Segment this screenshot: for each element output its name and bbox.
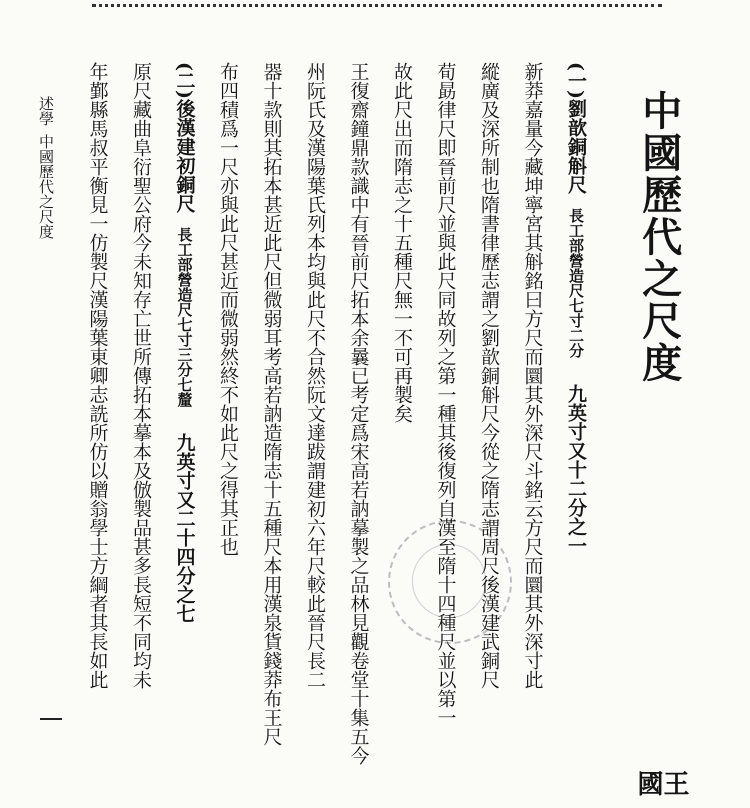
text-column: 王復齋鐘鼎款識中有晉前尺拓本余曩已考定爲宋高若訥摹製之品林見觀卷堂十集五今 [347, 62, 370, 765]
footer-article-title: 中國歷代之尺度 [37, 134, 55, 239]
text-column: 器十款則其拓本甚近此尺但微弱耳考高若訥造隋志十五種尺本用漢泉貨錢莽布王尺 [260, 62, 283, 746]
running-footer [38, 96, 53, 239]
text-column: 布四積爲一尺亦與此尺甚近而微弱然終不如此尺之得其正也 [217, 62, 239, 556]
page-title: 中國歷代之尺度 [635, 90, 683, 384]
section-heading [566, 62, 585, 555]
section-heading-english-measure: 九英寸又二十四分之七 [173, 432, 196, 623]
section-heading-title: (二)後漢建初銅尺 [173, 62, 196, 213]
section-heading-english-measure: 九英寸又十二分之一 [565, 383, 587, 555]
section-heading [175, 62, 194, 623]
journal-name: 述學 [37, 96, 55, 126]
text-column: 原尺藏曲阜衍聖公府今未知存亡世所傳拓本摹本及倣製品甚多長短不同均未 [130, 62, 152, 689]
text-column: 州阮氏及漢陽葉氏列本均與此尺不合然阮文達跋謂建初六年尺較此晉尺長二 [304, 62, 326, 689]
text-column: 年鄞縣馬叔平衡見一仿製尺漢陽葉東卿志詵所仿以贈翁學士方綱者其長如此 [86, 62, 109, 689]
author-name: 王國 [633, 770, 689, 796]
text-column: 荀勗律尺即晉前尺並與此尺同故列之第一種其後復列自漢至隋十四種尺並以第一 [434, 62, 457, 727]
text-column: 新莽嘉量今藏坤寧宮其斛銘曰方尺而圜其外深尺斗銘云方尺而圜其外深寸此 [521, 62, 544, 689]
text-column: 縱廣及深所制也隋書律歷志謂之劉歆銅斛尺今從之隋志謂周尺後漢建武銅尺 [478, 62, 500, 689]
section-heading-dimension: 長工部營造尺七寸三分七釐 [175, 226, 194, 407]
section-heading-title: (一)劉歆銅斛尺 [565, 62, 587, 194]
text-column: 故此尺出而隋志之十五種尺無一不可再製矣 [391, 62, 413, 423]
section-heading-dimension: 長工部營造尺七寸二分 [567, 207, 585, 358]
top-rule [92, 4, 662, 7]
page-number [40, 718, 62, 720]
